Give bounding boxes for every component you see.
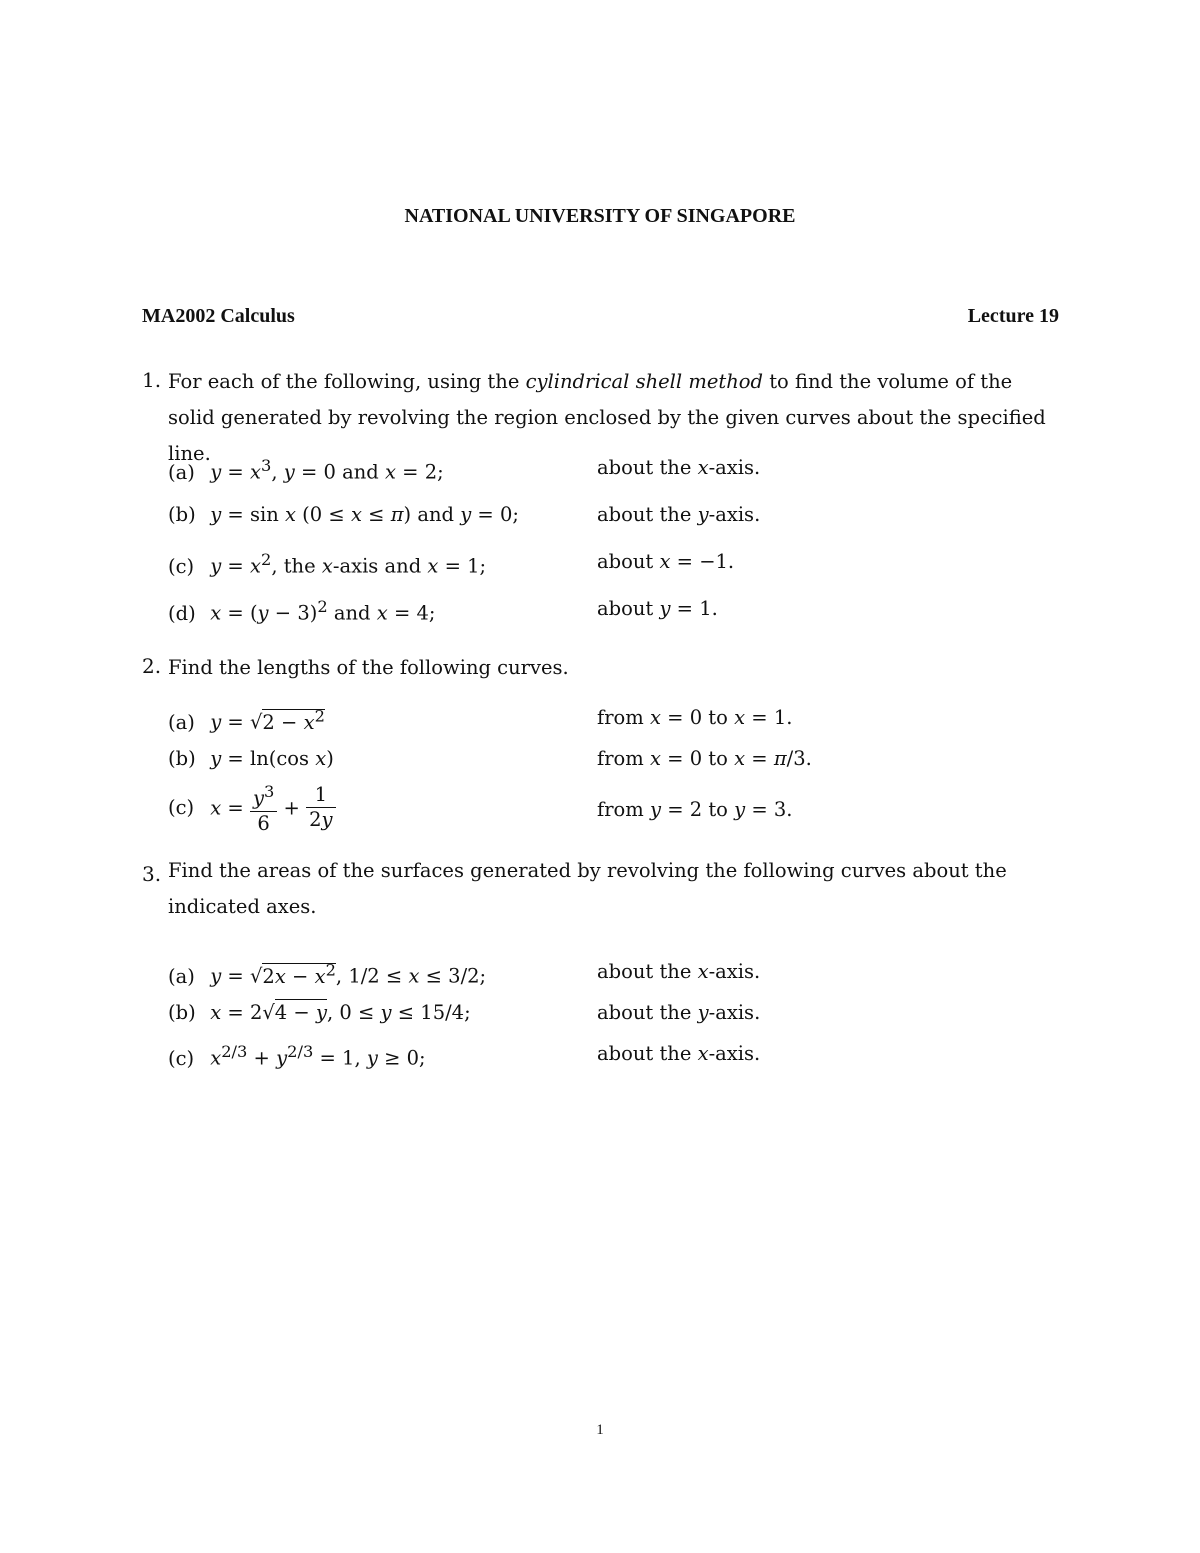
q3-part-b-label: (b) [168, 1001, 196, 1024]
q1-part-a: (a) $y = x^3$, y = 0 and x = 2; [168, 456, 444, 484]
q1-part-c-label: (c) [168, 554, 195, 578]
fraction-y3-over-6: $\frac{y^3}{6}$ [250, 780, 277, 836]
q1-part-a-label: (a) [168, 460, 195, 484]
lecture-label: Lecture 19 [967, 305, 1059, 327]
q1-part-d-label: (d) [168, 601, 196, 625]
q2-part-a: (a) $y = √2 - x^2$ [168, 706, 325, 734]
q3-part-a: (a) $y = √2x - x^2$, 1/2 ≤ x ≤ 3/2; [168, 960, 487, 988]
question-1-text-post: to find the volume of the solid generated by revolving the region enclosed by the given curves about the specified line. [168, 370, 1046, 465]
course-name: MA2002 Calculus [142, 305, 295, 327]
q1-part-b-label: (b) [168, 503, 196, 526]
page-number: 1 [596, 1422, 604, 1438]
course-header [142, 305, 1059, 328]
q1-part-c: (c) $y = x^2$, the x-axis and x = 1; [168, 550, 487, 578]
q1-part-c-cond: about x = −1. [597, 550, 735, 573]
q1-part-d-cond: about y = 1. [597, 597, 718, 620]
q3-part-c: (c) $x^{2/3} + y^{2/3} = 1$, y ≥ 0; [168, 1042, 426, 1070]
q1-part-b-cond: about the y-axis. [597, 503, 761, 526]
q1-part-a-cond: about the x-axis. [597, 456, 761, 479]
q3-part-a-label: (a) [168, 964, 195, 988]
fraction-1-over-2y: $\frac{1}{2y}$ [306, 783, 335, 832]
question-1-number: 1. [142, 368, 162, 392]
question-3-number: 3. [142, 862, 162, 886]
q3-part-b-cond: about the y-axis. [597, 1001, 761, 1024]
q2-part-b-cond: from x = 0 to x = π/3. [597, 747, 812, 770]
q2-part-a-label: (a) [168, 710, 195, 734]
q2-part-c-label: (c) [168, 796, 195, 820]
question-2-number: 2. [142, 654, 162, 678]
page-title: NATIONAL UNIVERSITY OF SINGAPORE [404, 205, 796, 227]
question-1-text-emph: cylindrical shell method [525, 370, 763, 393]
q3-part-c-cond: about the x-axis. [597, 1042, 761, 1065]
q1-part-b: (b) y = sin x (0 ≤ x ≤ π) and y = 0; [168, 503, 519, 526]
question-1-text-pre: For each of the following, using the [168, 370, 526, 393]
q2-part-c: (c) x = $\frac{y^3}{6}$ + $\frac{1}{2y}$ [168, 780, 336, 840]
q2-part-b-label: (b) [168, 747, 196, 770]
question-3-text: Find the areas of the surfaces generated by revolving the following curves about the indicated axes. [168, 859, 1007, 918]
q3-part-a-cond: about the x-axis. [597, 960, 761, 983]
q3-part-c-label: (c) [168, 1046, 195, 1070]
q3-part-b: (b) x = 2√4 − y, 0 ≤ y ≤ 15/4; [168, 1001, 471, 1024]
q2-part-a-cond: from x = 0 to x = 1. [597, 706, 793, 729]
question-2-text: Find the lengths of the following curves. [168, 656, 569, 679]
q1-part-d: (d) $x = (y - 3)^2$ and x = 4; [168, 597, 436, 625]
q2-part-b: (b) y = ln(cos x) [168, 747, 334, 770]
q2-part-c-cond: from y = 2 to y = 3. [597, 798, 793, 821]
